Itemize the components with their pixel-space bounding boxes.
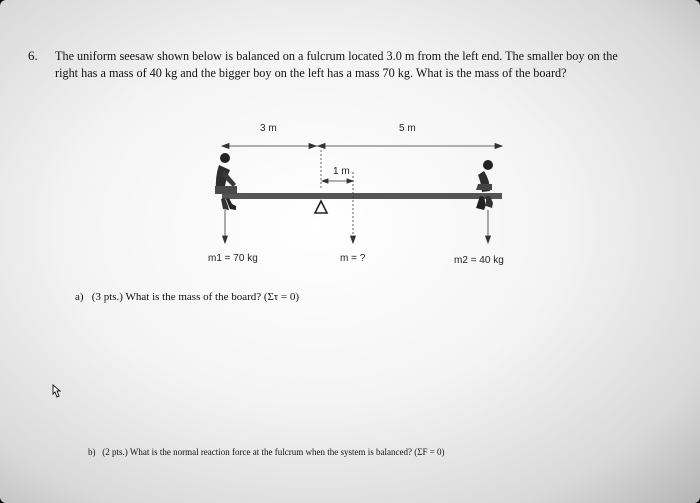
left-boy-figure — [215, 153, 237, 210]
part-b-label: b) — [88, 447, 96, 457]
part-a-label: a) — [75, 291, 84, 303]
part-b-text: (2 pts.) What is the normal reaction force at the fulcrum when the system is balanced? (ΣF = 0) — [102, 447, 445, 457]
fulcrum-icon — [315, 201, 327, 213]
weight-arrows — [223, 192, 491, 243]
right-boy-figure — [476, 160, 493, 210]
seesaw-board — [222, 193, 502, 199]
center-distance-label: 1 m — [333, 166, 350, 177]
m1-label: m1 = 70 kg — [208, 253, 258, 264]
part-a-text: (3 pts.) What is the mass of the board? (Στ = 0) — [91, 291, 300, 303]
pointer-cursor-icon — [50, 384, 64, 400]
right-distance-label: 5 m — [399, 123, 416, 134]
m2-label: m2 = 40 kg — [454, 255, 504, 266]
dimension-line — [222, 144, 502, 149]
question-number: 6. — [28, 48, 38, 63]
part-b — [88, 447, 445, 457]
board-mass-label: m = ? — [340, 253, 366, 264]
left-distance-label: 3 m — [260, 123, 277, 134]
question-text: The uniform seesaw shown below is balanced on a fulcrum located 3.0 m from the left end. The smaller boy on the right has a mass of 40 kg and the bigger boy on the left has a mass 70 kg. What is the mass of the board? — [55, 48, 618, 80]
part-a — [75, 291, 299, 303]
